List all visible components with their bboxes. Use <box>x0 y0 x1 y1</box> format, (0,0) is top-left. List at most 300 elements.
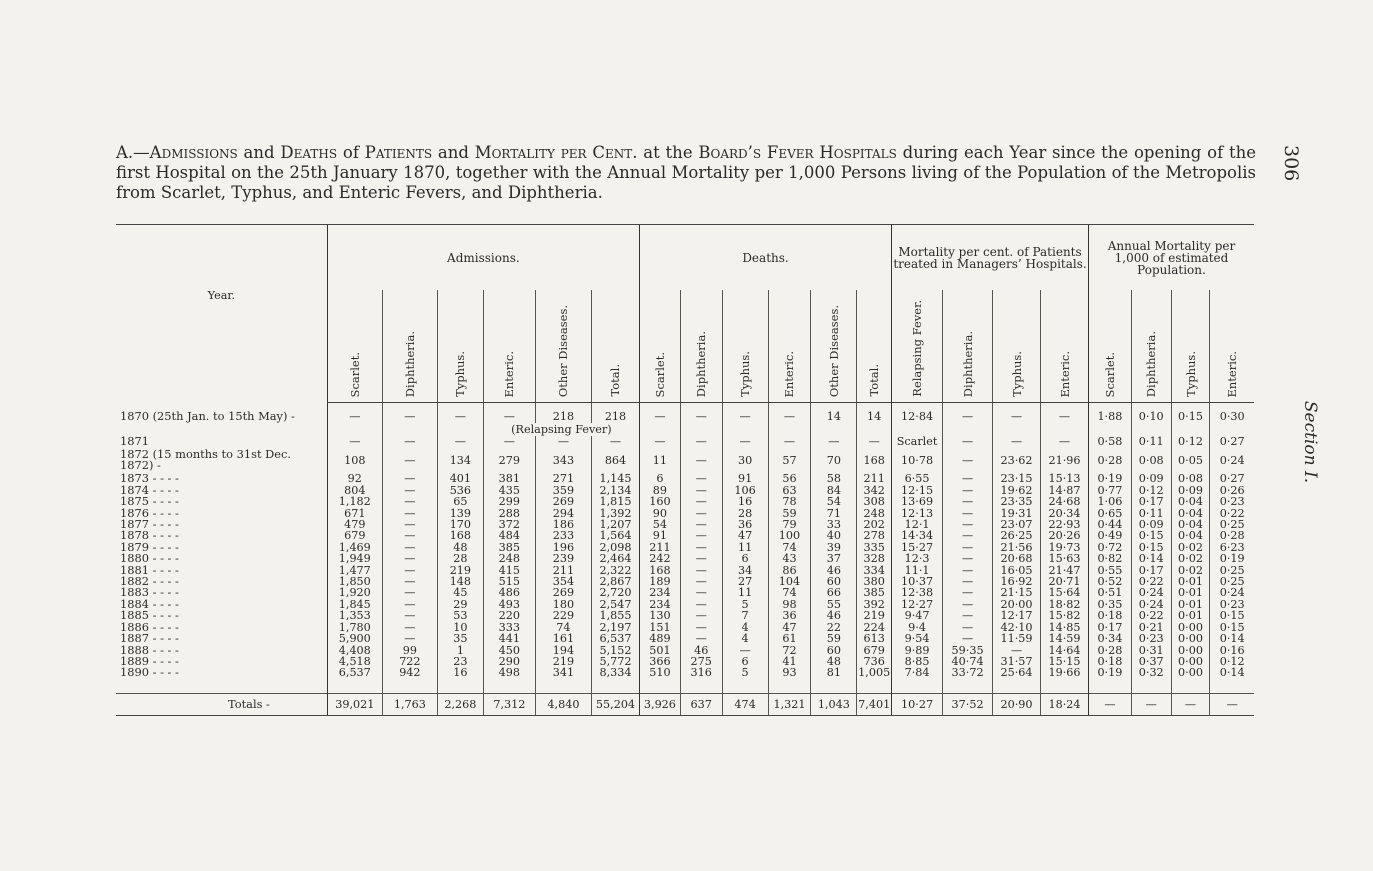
data-cell: 2,547 <box>591 599 639 610</box>
data-cell: 2,720 <box>591 587 639 598</box>
data-cell: 14 <box>857 403 892 424</box>
data-cell: 0·02 <box>1171 542 1210 553</box>
data-cell: 66 <box>811 587 857 598</box>
data-cell: 0·25 <box>1210 576 1254 587</box>
data-cell <box>680 679 722 694</box>
data-cell: 3,926 <box>640 693 681 715</box>
data-cell: 1,477 <box>327 565 382 576</box>
column-header-label: Enteric. <box>1225 350 1240 397</box>
data-cell: — <box>382 519 437 530</box>
data-cell: 271 <box>535 473 591 484</box>
data-cell: 1,353 <box>327 610 382 621</box>
column-header <box>437 290 483 403</box>
data-cell: 0·14 <box>1210 667 1254 678</box>
data-cell: 39 <box>811 542 857 553</box>
column-header <box>1210 290 1254 403</box>
data-cell: 40·74 <box>943 656 993 667</box>
data-cell: — <box>768 403 811 424</box>
data-cell: 0·30 <box>1210 403 1254 424</box>
data-cell: 28 <box>722 508 768 519</box>
data-cell: — <box>1131 693 1171 715</box>
data-cell: 39,021 <box>327 693 382 715</box>
data-cell: 31·57 <box>993 656 1041 667</box>
table-row-gap <box>116 679 1254 694</box>
data-cell: 16 <box>437 667 483 678</box>
data-cell: — <box>680 622 722 633</box>
column-header-label: Diphtheria. <box>960 330 975 397</box>
data-cell: 25·64 <box>993 667 1041 678</box>
data-cell: — <box>722 645 768 656</box>
data-cell: 106 <box>722 485 768 496</box>
data-cell: 0·26 <box>1210 485 1254 496</box>
data-cell <box>892 679 943 694</box>
data-cell: 59 <box>811 633 857 644</box>
data-cell: 299 <box>483 496 535 507</box>
column-header-label: Other Diseases. <box>826 304 841 397</box>
data-cell: 99 <box>382 645 437 656</box>
data-cell: 381 <box>483 473 535 484</box>
data-cell: 8·85 <box>892 656 943 667</box>
data-cell: — <box>857 436 892 447</box>
data-cell: — <box>1041 436 1089 447</box>
data-cell: 59 <box>768 508 811 519</box>
data-cell: 6·23 <box>1210 542 1254 553</box>
data-cell <box>1171 679 1210 694</box>
data-cell: — <box>382 542 437 553</box>
year-header: Year. <box>207 289 236 303</box>
data-cell: 79 <box>768 519 811 530</box>
data-cell: — <box>483 436 535 447</box>
data-cell: 0·31 <box>1131 645 1171 656</box>
data-cell: 0·21 <box>1131 622 1171 633</box>
data-cell: 864 <box>591 447 639 473</box>
data-cell: 11·1 <box>892 565 943 576</box>
year-cell: 1878 - - - - <box>120 528 179 543</box>
data-cell: — <box>483 403 535 424</box>
data-cell: 54 <box>640 519 681 530</box>
admissions-header: Admissions. <box>327 225 639 290</box>
data-cell: 7·84 <box>892 667 943 678</box>
title-part: during each Year since the opening of the first Hospital on the 25th January 1870, together with the Annual Mortality per 1,000 Persons living of the Population of the Metropolis from Scarlet, Typhus, and Enteric Fevers, and Diphtheria. <box>116 143 1256 202</box>
data-cell: 4 <box>722 622 768 633</box>
data-cell: 343 <box>535 447 591 473</box>
data-cell: 11 <box>722 542 768 553</box>
data-cell: 0·01 <box>1171 599 1210 610</box>
data-cell: 290 <box>483 656 535 667</box>
data-cell: 74 <box>768 542 811 553</box>
data-cell: 0·23 <box>1210 599 1254 610</box>
column-header <box>327 290 382 403</box>
data-cell: 6,537 <box>327 667 382 678</box>
data-cell: — <box>768 436 811 447</box>
data-cell: 224 <box>857 622 892 633</box>
data-cell: 18·82 <box>1041 599 1089 610</box>
data-cell: 6·55 <box>892 473 943 484</box>
data-cell: 0·23 <box>1131 633 1171 644</box>
data-cell: 333 <box>483 622 535 633</box>
data-cell: 6 <box>722 656 768 667</box>
data-cell: — <box>382 633 437 644</box>
data-cell: 160 <box>640 496 681 507</box>
data-cell <box>1088 679 1131 694</box>
data-cell: — <box>382 622 437 633</box>
title-part: of <box>337 143 365 162</box>
year-cell: 1879 - - - - <box>120 539 179 554</box>
table-row <box>116 587 1254 598</box>
data-cell: 0·19 <box>1088 667 1131 678</box>
data-cell: 392 <box>857 599 892 610</box>
data-cell: 1,920 <box>327 587 382 598</box>
data-cell: — <box>680 542 722 553</box>
data-cell: 86 <box>768 565 811 576</box>
data-cell: 71 <box>811 508 857 519</box>
data-cell: — <box>943 576 993 587</box>
data-cell: — <box>943 553 993 564</box>
data-cell: 1 <box>437 645 483 656</box>
year-cell: 1882 - - - - <box>120 574 179 589</box>
data-cell: 48 <box>437 542 483 553</box>
data-cell: 0·17 <box>1131 565 1171 576</box>
data-cell: 16·05 <box>993 565 1041 576</box>
column-header <box>892 290 943 403</box>
data-cell: — <box>943 633 993 644</box>
data-cell: — <box>591 436 639 447</box>
data-cell: 60 <box>811 576 857 587</box>
data-cell: 234 <box>640 587 681 598</box>
data-cell: 148 <box>437 576 483 587</box>
data-cell: 14·87 <box>1041 485 1089 496</box>
data-cell: 19·73 <box>1041 542 1089 553</box>
data-cell: 12·38 <box>892 587 943 598</box>
table-row <box>116 542 1254 553</box>
deaths-header: Deaths. <box>640 225 892 290</box>
data-cell: 84 <box>811 485 857 496</box>
data-cell: 56 <box>768 473 811 484</box>
data-cell: 1,005 <box>858 666 891 680</box>
data-cell: 211 <box>640 542 681 553</box>
data-cell: — <box>943 542 993 553</box>
data-cell: 0·82 <box>1088 553 1131 564</box>
data-cell: 189 <box>640 576 681 587</box>
data-cell: 486 <box>483 587 535 598</box>
data-cell: — <box>382 610 437 621</box>
year-cell: Totals - <box>116 693 327 715</box>
table-title <box>116 143 1256 203</box>
data-cell: 804 <box>327 485 382 496</box>
column-header <box>993 290 1041 403</box>
data-cell: 489 <box>640 633 681 644</box>
data-cell <box>857 679 892 694</box>
data-cell: 0·28 <box>1088 645 1131 656</box>
data-cell: 100 <box>768 530 811 541</box>
data-cell: 30 <box>722 447 768 473</box>
data-cell: 202 <box>857 519 892 530</box>
data-cell: 139 <box>437 508 483 519</box>
data-cell: 1,850 <box>327 576 382 587</box>
data-cell: 536 <box>437 485 483 496</box>
data-cell: 36 <box>722 519 768 530</box>
title-part: at the <box>637 143 699 162</box>
data-cell: 42·10 <box>993 622 1041 633</box>
data-cell: 15·27 <box>892 542 943 553</box>
column-header-label: Typhus. <box>1183 351 1198 397</box>
data-cell: 2,867 <box>591 576 639 587</box>
data-cell: 20·26 <box>1041 530 1089 541</box>
year-cell: 1887 - - - - <box>120 631 179 646</box>
data-cell: — <box>680 530 722 541</box>
data-cell <box>943 679 993 694</box>
data-cell: 0·01 <box>1171 610 1210 621</box>
data-cell: 5 <box>722 667 768 678</box>
data-cell: 220 <box>483 610 535 621</box>
data-cell: 194 <box>535 645 591 656</box>
column-header <box>640 290 681 403</box>
data-cell <box>768 679 811 694</box>
data-cell: 5 <box>722 599 768 610</box>
section-label: Section I. <box>1300 400 1320 484</box>
data-cell: 515 <box>483 576 535 587</box>
data-cell: — <box>1041 403 1089 424</box>
data-cell: 2,197 <box>591 622 639 633</box>
column-header <box>811 290 857 403</box>
column-header <box>1131 290 1171 403</box>
data-cell: 0·04 <box>1171 508 1210 519</box>
column-header-label: Scarlet. <box>1102 351 1117 397</box>
data-cell: 218 <box>535 403 591 424</box>
data-cell: 20·00 <box>993 599 1041 610</box>
data-cell: — <box>943 436 993 447</box>
data-cell: 0·22 <box>1131 610 1171 621</box>
data-cell: 61 <box>768 633 811 644</box>
data-cell: 0·15 <box>1210 622 1254 633</box>
column-header <box>722 290 768 403</box>
data-cell: 28 <box>437 553 483 564</box>
title-part: Mortality per Cent. <box>474 143 638 162</box>
data-cell: 19·66 <box>1041 667 1089 678</box>
column-header-label: Total. <box>608 364 623 397</box>
data-cell: 14·59 <box>1041 633 1089 644</box>
data-cell: 1,780 <box>327 622 382 633</box>
table-row <box>116 519 1254 530</box>
data-cell: — <box>943 610 993 621</box>
relapsing-fever-note: (Relapsing Fever) <box>483 423 639 436</box>
data-cell: — <box>1088 693 1131 715</box>
data-cell: 15·64 <box>1041 587 1089 598</box>
year-cell: 1889 - - - - <box>120 653 179 668</box>
data-cell: 1,815 <box>591 496 639 507</box>
data-cell: 70 <box>811 447 857 473</box>
data-cell: 0·34 <box>1088 633 1131 644</box>
data-cell: 74 <box>535 622 591 633</box>
data-cell: 13·69 <box>892 496 943 507</box>
table-row <box>116 656 1254 667</box>
data-cell: 74 <box>768 587 811 598</box>
data-cell: 441 <box>483 633 535 644</box>
data-cell: 10·78 <box>892 447 943 473</box>
data-cell <box>327 679 382 694</box>
data-cell: 1,392 <box>591 508 639 519</box>
data-cell: 168 <box>640 565 681 576</box>
data-cell: — <box>993 645 1041 656</box>
table-row <box>116 599 1254 610</box>
data-cell: 248 <box>857 508 892 519</box>
data-cell: 233 <box>535 530 591 541</box>
year-cell: 1885 - - - - <box>120 608 179 623</box>
table-row <box>116 508 1254 519</box>
data-cell: — <box>680 610 722 621</box>
data-cell: 186 <box>535 519 591 530</box>
data-cell: 2,464 <box>591 553 639 564</box>
data-cell: 24·68 <box>1041 496 1089 507</box>
data-cell: — <box>680 565 722 576</box>
data-cell: 23·15 <box>993 473 1041 484</box>
data-cell: 10·27 <box>892 693 943 715</box>
data-cell: — <box>680 403 722 424</box>
data-cell: 0·11 <box>1131 508 1171 519</box>
data-cell: 0·01 <box>1171 576 1210 587</box>
table-row <box>116 436 1254 447</box>
data-cell: 1,564 <box>591 530 639 541</box>
data-cell: 0·52 <box>1088 576 1131 587</box>
data-cell: 275 <box>680 656 722 667</box>
data-cell: 37·52 <box>943 693 993 715</box>
data-cell: — <box>943 496 993 507</box>
data-cell: — <box>680 508 722 519</box>
data-cell: 11·59 <box>993 633 1041 644</box>
data-cell: 334 <box>857 565 892 576</box>
data-cell: — <box>1210 693 1254 715</box>
data-cell: 151 <box>640 622 681 633</box>
data-cell <box>437 679 483 694</box>
data-cell: 211 <box>535 565 591 576</box>
data-cell: 1,321 <box>768 693 811 715</box>
data-cell: 1,043 <box>811 693 857 715</box>
data-cell: — <box>943 485 993 496</box>
data-cell: 23·62 <box>993 447 1041 473</box>
data-cell: 0·24 <box>1131 587 1171 598</box>
data-cell: 34 <box>722 565 768 576</box>
data-cell: 53 <box>437 610 483 621</box>
data-cell: 0·00 <box>1171 622 1210 633</box>
data-cell: — <box>437 403 483 424</box>
data-cell: 91 <box>722 473 768 484</box>
data-cell: — <box>943 599 993 610</box>
data-cell: 14·34 <box>892 530 943 541</box>
data-cell <box>993 679 1041 694</box>
data-cell: 479 <box>327 519 382 530</box>
data-cell: 0·11 <box>1131 436 1171 447</box>
data-cell: 9·54 <box>892 633 943 644</box>
data-cell: — <box>680 599 722 610</box>
data-cell: 8,334 <box>591 667 639 678</box>
data-cell: 4,518 <box>327 656 382 667</box>
data-cell: 15·82 <box>1041 610 1089 621</box>
column-header <box>680 290 722 403</box>
data-cell: — <box>382 485 437 496</box>
year-cell: 1873 - - - - <box>120 471 179 486</box>
data-cell: 9·89 <box>892 645 943 656</box>
column-header <box>535 290 591 403</box>
data-cell: 0·15 <box>1131 530 1171 541</box>
data-cell: 0·09 <box>1131 473 1171 484</box>
data-cell: 0·28 <box>1210 530 1254 541</box>
data-cell: 0·65 <box>1088 508 1131 519</box>
table-row <box>116 485 1254 496</box>
column-header <box>591 290 639 403</box>
annual-mortality-header: Annual Mortality per 1,000 of estimated Population. <box>1088 225 1254 290</box>
data-cell: 0·32 <box>1131 667 1171 678</box>
data-cell: 168 <box>857 447 892 473</box>
year-cell: 1876 - - - - <box>120 505 179 520</box>
data-cell: 36 <box>768 610 811 621</box>
data-cell: 16·92 <box>993 576 1041 587</box>
data-cell: — <box>943 530 993 541</box>
column-header-label: Typhus. <box>453 351 468 397</box>
data-cell: 0·24 <box>1210 587 1254 598</box>
data-cell: — <box>382 496 437 507</box>
data-cell: 40 <box>811 530 857 541</box>
data-cell: 637 <box>680 693 722 715</box>
data-cell: 359 <box>535 485 591 496</box>
year-cell: 1886 - - - - <box>120 619 179 634</box>
data-cell: 104 <box>768 576 811 587</box>
title-part: and <box>237 143 281 162</box>
data-cell: 219 <box>535 656 591 667</box>
data-cell: — <box>327 403 382 424</box>
data-cell: 15·15 <box>1041 656 1089 667</box>
data-cell: — <box>382 447 437 473</box>
year-cell: 1883 - - - - <box>120 585 179 600</box>
table-row <box>116 530 1254 541</box>
column-header-label: Scarlet. <box>347 351 362 397</box>
data-cell: 239 <box>535 553 591 564</box>
data-cell <box>1041 679 1089 694</box>
data-cell: 5,772 <box>591 656 639 667</box>
data-cell: 2,268 <box>437 693 483 715</box>
data-cell: 47 <box>768 622 811 633</box>
data-cell: 20·34 <box>1041 508 1089 519</box>
data-cell: 18·24 <box>1041 693 1089 715</box>
data-cell: 12·1 <box>892 519 943 530</box>
statistics-table <box>116 224 1254 716</box>
data-cell: 401 <box>437 473 483 484</box>
data-cell: — <box>680 496 722 507</box>
data-cell: 493 <box>483 599 535 610</box>
data-cell: 335 <box>857 542 892 553</box>
data-cell: 0·17 <box>1088 622 1131 633</box>
data-cell: 0·12 <box>1171 436 1210 447</box>
data-cell <box>382 679 437 694</box>
data-cell: 0·72 <box>1088 542 1131 553</box>
data-cell: — <box>680 633 722 644</box>
data-cell: — <box>680 473 722 484</box>
data-cell: 942 <box>382 667 437 678</box>
column-header <box>1041 290 1089 403</box>
data-cell: 0·58 <box>1088 436 1131 447</box>
data-cell <box>722 679 768 694</box>
data-cell: 0·49 <box>1088 530 1131 541</box>
data-cell: — <box>722 436 768 447</box>
data-cell: 9·4 <box>892 622 943 633</box>
year-cell: 1890 - - - - <box>120 665 179 680</box>
column-header-label: Diphtheria. <box>402 330 417 397</box>
data-cell: 20·90 <box>993 693 1041 715</box>
year-cell: 1881 - - - - <box>120 562 179 577</box>
data-cell: — <box>993 436 1041 447</box>
data-cell: 0·10 <box>1131 403 1171 424</box>
mortality-header: Mortality per cent. of Patients treated in Managers’ Hospitals. <box>892 225 1089 290</box>
data-cell: 19·62 <box>993 485 1041 496</box>
